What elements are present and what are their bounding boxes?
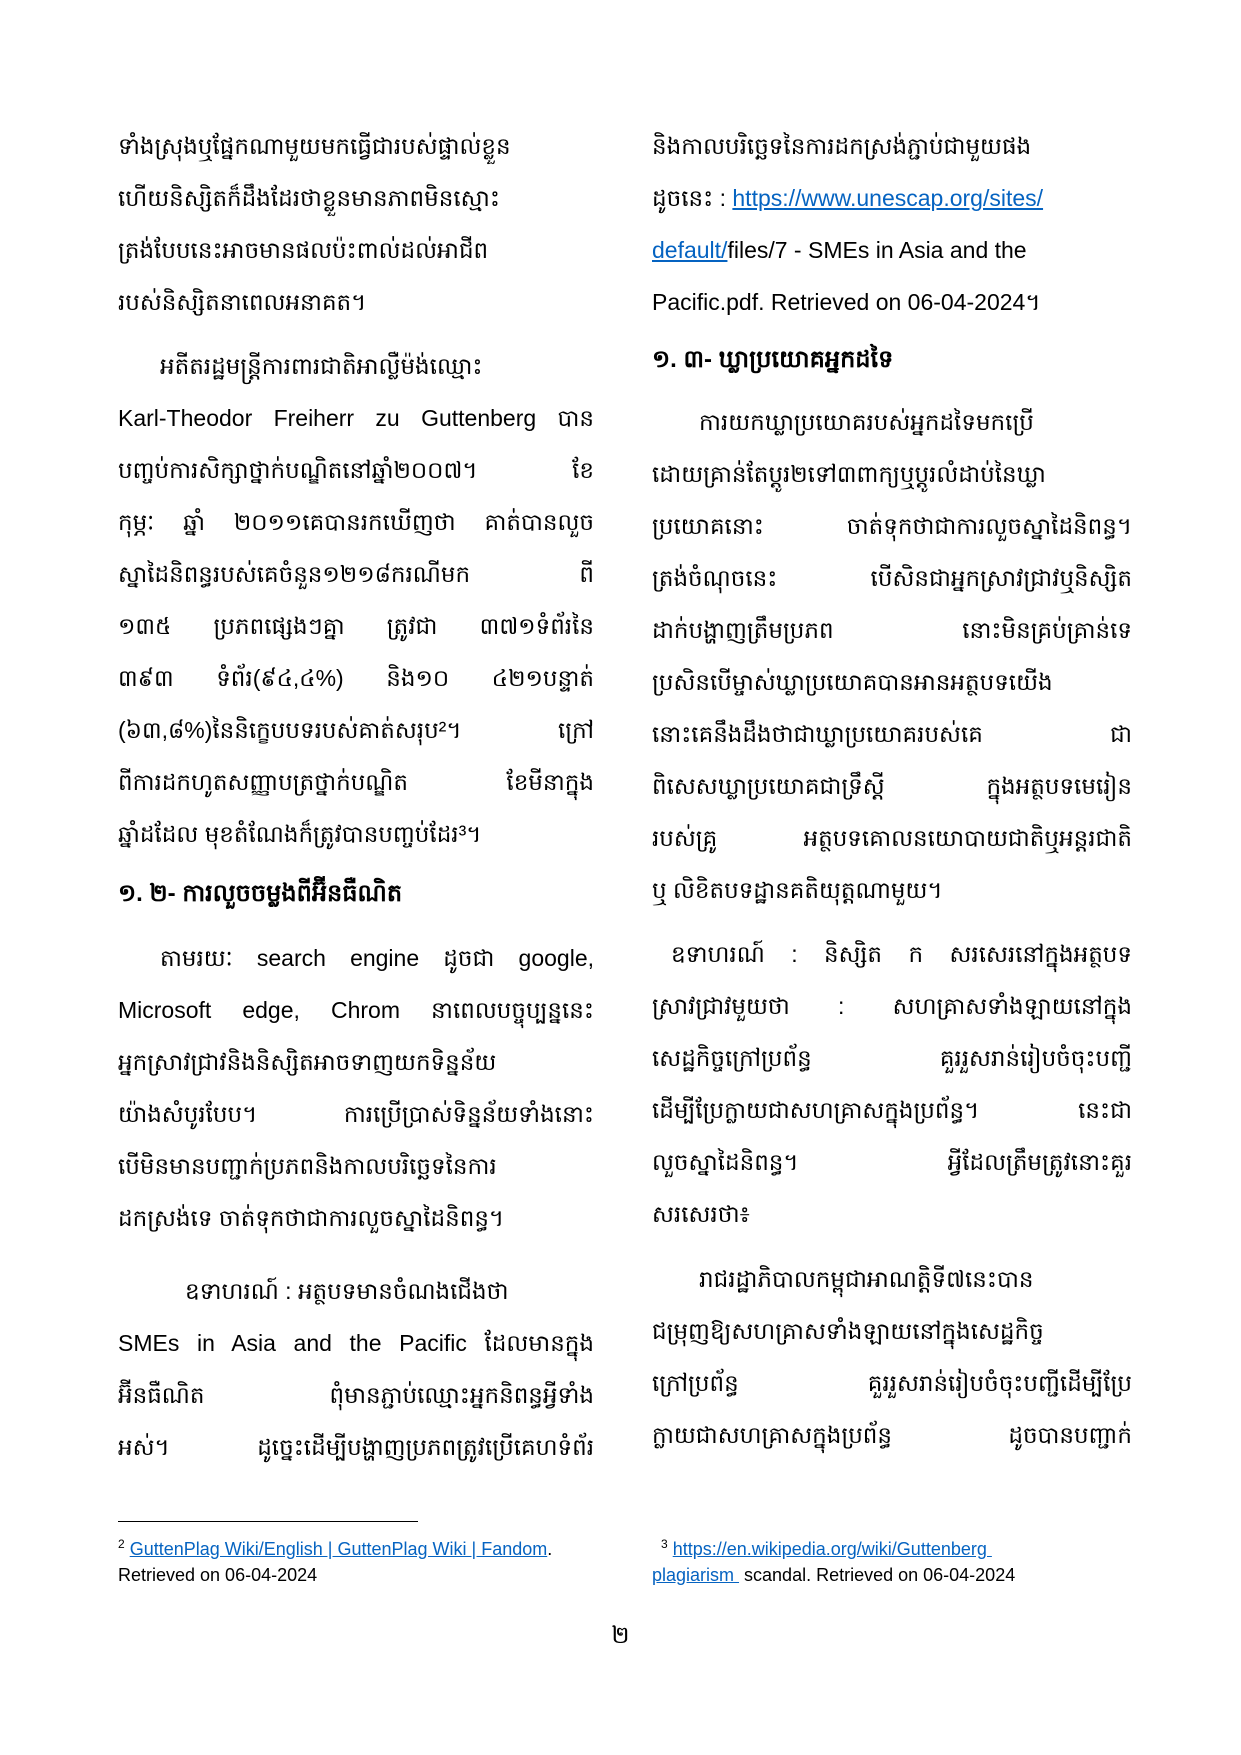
paragraph bbox=[118, 1265, 594, 1473]
text-line: បញ្ចប់ការសិក្សាថ្នាក់បណ្ឌិតនៅឆ្នាំ២០០៧។ ខែ bbox=[118, 457, 594, 483]
text-line: យ៉ាងសំបូរបែប។ ការប្រើប្រាស់ទិន្នន័យទាំងនោះ bbox=[118, 1101, 594, 1127]
text-span: files/7 - SMEs in Asia and the bbox=[727, 237, 1027, 263]
text-line: ហើយនិស្សិតក៏ដឹងដែរថាខ្លួនមានភាពមិនស្មោះ bbox=[118, 185, 500, 211]
text-line: SMEs in Asia and the Pacific ដែលមានក្នុង bbox=[118, 1330, 594, 1356]
text-line: ប្រយោគនោះ ចាត់ទុកថាជាការលួចស្នាដៃនិពន្ធ។ bbox=[652, 513, 1132, 539]
paragraph bbox=[118, 932, 594, 1244]
text-line: អ្នកស្រាវជ្រាវនិងនិស្សិតអាចទាញយកទិន្នន័យ bbox=[118, 1049, 497, 1075]
text-line: តាមរយៈ search engine ដូចជា google, bbox=[160, 945, 594, 971]
text-line: លួចស្នាដៃនិពន្ធ។ អ្វីដែលត្រឹមត្រូវនោះគួរ bbox=[652, 1149, 1132, 1175]
right-column bbox=[652, 120, 1132, 1461]
text-line: នោះគេនឹងដឹងថាជាឃ្លាប្រយោគរបស់គេ ជា bbox=[652, 721, 1132, 747]
paragraph bbox=[118, 120, 594, 328]
footnote-marker: 3 bbox=[661, 1537, 668, 1551]
paragraph bbox=[652, 928, 1132, 1240]
text-line: ដើម្បីប្រែក្លាយជាសហគ្រាសក្នុងប្រព័ន្ធ។ នេះជា bbox=[652, 1097, 1132, 1123]
text-line: ត្រង់បែបនេះអាចមានផលប៉ះពាល់ដល់អាជីព bbox=[118, 237, 489, 263]
paragraph bbox=[118, 340, 594, 860]
footnote-line bbox=[652, 1562, 1132, 1588]
paragraph bbox=[652, 120, 1132, 328]
text-line: ៣៩៣ ទំព័រ(៩៤,៤%) និង១០ ៤២១បន្ទាត់ bbox=[118, 665, 594, 691]
text-span: ដូចនេះ : bbox=[652, 185, 733, 211]
text-line: ១៣៥ ប្រភពផ្សេងៗគ្នា ត្រូវជា ៣៧១ទំព័រនៃ bbox=[118, 613, 594, 639]
text-line: កុម្ភៈ ឆ្នាំ ២០១១គេបានរកឃើញថា គាត់បានលួច bbox=[118, 509, 594, 535]
text-line: Microsoft edge, Chrom នាពេលបច្ចុប្បន្ននេះ bbox=[118, 997, 594, 1023]
page-number: ២ bbox=[611, 1622, 630, 1649]
text-line: Pacific.pdf. Retrieved on 06-04-2024។ bbox=[652, 289, 1041, 315]
text-line: Karl-Theodor Freiherr zu Guttenberg បាន bbox=[118, 405, 594, 431]
text-line: ពិសេសឃ្លាប្រយោគជាទ្រឹស្តី ក្នុងអត្ថបទមេរៀន bbox=[652, 773, 1132, 799]
text-line: របស់គ្រូ អត្ថបទគោលនយោបាយជាតិឬអន្តរជាតិ bbox=[652, 825, 1132, 851]
text-line: (៦៣,៨%)នៃនិក្ខេបបទរបស់គាត់សរុប²។ ក្រៅ bbox=[118, 717, 594, 743]
text-line: សេដ្ឋកិច្ចក្រៅប្រព័ន្ធ គួររួសរាន់រៀបចំចុះបញ្ជី bbox=[652, 1045, 1132, 1071]
text-line: សរសេរថា៖ bbox=[652, 1201, 750, 1227]
section-heading-1-3: ១. ៣- ឃ្លាប្រយោគអ្នកដទៃ bbox=[652, 346, 894, 373]
text-line: ក្លាយជាសហគ្រាសក្នុងប្រព័ន្ធ ដូចបានបញ្ជាក់ bbox=[652, 1422, 1132, 1448]
paragraph bbox=[652, 396, 1132, 916]
footnote-3 bbox=[652, 1536, 1132, 1588]
text-line: ត្រង់ចំណុចនេះ បើសិនជាអ្នកស្រាវជ្រាវឬនិស្សិត bbox=[652, 565, 1132, 591]
unescap-link-continued[interactable]: default/ bbox=[652, 237, 728, 263]
footnote-line: Retrieved on 06-04-2024 bbox=[118, 1565, 318, 1585]
text-line: ដោយគ្រាន់តែប្តូរ២ទៅ៣ពាក្យឬប្តូរលំដាប់នៃឃ្លា bbox=[652, 461, 1046, 487]
unescap-link[interactable]: https://www.unescap.org/sites/ bbox=[732, 185, 1044, 211]
footnote-line bbox=[652, 1536, 1132, 1562]
text-line: ដកស្រង់ទេ ចាត់ទុកថាជាការលួចស្នាដៃនិពន្ធ។ bbox=[118, 1205, 505, 1231]
text-line: ការយកឃ្លាប្រយោគរបស់អ្នកដទៃមកប្រើ bbox=[699, 409, 1034, 435]
text-line: ស្រាវជ្រាវមួយថា : សហគ្រាសទាំងឡាយនៅក្នុង bbox=[652, 993, 1132, 1019]
footnote-separator bbox=[118, 1521, 418, 1522]
text-line: និងកាលបរិច្ឆេទនៃការដកស្រង់ភ្ជាប់ជាមួយផង bbox=[652, 133, 1032, 159]
footnote-marker: 2 bbox=[118, 1537, 125, 1551]
text-line: ឆ្នាំដដែល មុខតំណែងក៏ត្រូវបានបញ្ចប់ដែរ³។ bbox=[118, 821, 482, 847]
wikipedia-link[interactable]: https://en.wikipedia.org/wiki/Guttenberg bbox=[672, 1539, 992, 1559]
text-span: scandal. Retrieved on 06-04-2024 bbox=[739, 1565, 1016, 1585]
text-line: អស់។ ដូច្នេះដើម្បីបង្ហាញប្រភពត្រូវប្រើគេហទំព័រ bbox=[118, 1434, 594, 1460]
wikipedia-link-continued[interactable]: plagiarism bbox=[652, 1565, 740, 1585]
text-line: ឧទាហរណ៍ : និស្សិត ក សរសេរនៅក្នុងអត្ថបទ bbox=[671, 941, 1132, 967]
paragraph bbox=[652, 1253, 1132, 1461]
text-line: អ៊ីនធឺណិត ពុំមានភ្ជាប់ឈ្មោះអ្នកនិពន្ធអ្វីទាំង bbox=[118, 1382, 594, 1408]
text-span: . bbox=[547, 1539, 553, 1559]
left-column bbox=[118, 120, 594, 1473]
text-line: ទាំងស្រុងឬផ្នែកណាមួយមកធ្វើជារបស់ផ្ទាល់ខ្លួន bbox=[118, 133, 511, 159]
text-line: ប្រសិនបើម្ចាស់ឃ្លាប្រយោគបានអានអត្ថបទយើង bbox=[652, 669, 1053, 695]
footnote-2 bbox=[118, 1536, 598, 1588]
text-line bbox=[652, 224, 1132, 276]
text-line: ឧទាហរណ៍ : អត្ថបទមានចំណងជើងថា bbox=[185, 1278, 509, 1304]
text-line: រាជរដ្ឋាភិបាលកម្ពុជាអាណត្តិទី៧នេះបាន bbox=[699, 1266, 1034, 1292]
text-line: ជម្រុញឱ្យសហគ្រាសទាំងឡាយនៅក្នុងសេដ្ឋកិច្ច bbox=[652, 1318, 1044, 1344]
text-line: ដាក់បង្ហាញត្រឹមប្រភព នោះមិនគ្រប់គ្រាន់ទេ bbox=[652, 617, 1132, 643]
text-line: របស់និស្សិតនាពេលអនាគត។ bbox=[118, 289, 367, 315]
text-line: ស្នាដៃនិពន្ធរបស់គេចំនួន១២១៨ករណីមក ពី bbox=[118, 561, 594, 587]
footnote-line bbox=[118, 1536, 598, 1562]
guttenplag-link[interactable]: GuttenPlag Wiki/English | GuttenPlag Wiki | Fandom bbox=[129, 1539, 548, 1559]
text-line: អតីតរដ្ឋមន្ត្រីការពារជាតិអាល្លឺម៉ង់ឈ្មោះ bbox=[160, 353, 483, 379]
text-line bbox=[652, 172, 1132, 224]
text-line: បើមិនមានបញ្ជាក់ប្រភពនិងកាលបរិច្ឆេទនៃការ bbox=[118, 1153, 497, 1179]
text-line: ពីការដកហូតសញ្ញាបត្រថ្នាក់បណ្ឌិត ខែមីនាក្នុង bbox=[118, 769, 594, 795]
text-line: ក្រៅប្រព័ន្ធ គួររួសរាន់រៀបចំចុះបញ្ជីដើម្បីប្រែ bbox=[652, 1370, 1132, 1396]
text-line: ឬ លិខិតបទដ្ឋានគតិយុត្តណាមួយ។ bbox=[652, 877, 943, 903]
section-heading-1-2: ១. ២- ការលួចចម្លងពីអ៊ីនធឺណិត bbox=[118, 880, 403, 907]
